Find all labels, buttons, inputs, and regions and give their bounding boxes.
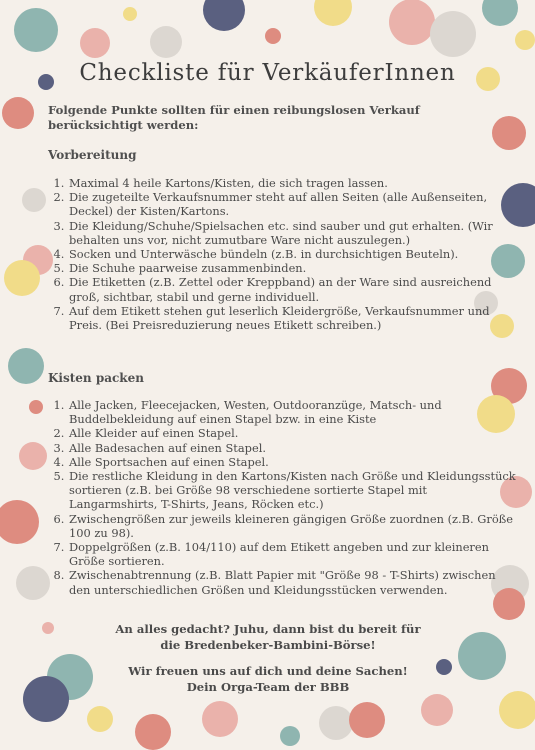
list-item: 4. Alle Sportsachen auf einen Stapel.	[68, 455, 518, 469]
closing-line: die Bredenbeker-Bambini-Börse!	[160, 637, 376, 652]
list-item: 2. Die zugeteilte Verkaufsnummer steht auf allen Seiten (alle Außenseiten, Deckel) der Kisten/Kartons.	[68, 190, 518, 218]
closing-line: Wir freuen uns auf dich und deine Sachen!	[128, 664, 408, 678]
list-item: 5. Die Schuhe paarweise zusammenbinden.	[68, 261, 518, 275]
signature-block	[48, 664, 488, 695]
page-title: Checkliste für VerkäuferInnen	[79, 60, 456, 86]
list-item: 6. Zwischengrößen zur jeweils kleineren gängigen Größe zuordnen (z.B. Größe 100 zu 98).	[68, 512, 518, 540]
list-item: 5. Die restliche Kleidung in den Kartons/Kisten nach Größe und Kleidungsstück sortieren (z.B. bei Größe 98 verschiedene sortierte Stapel mit Langarmshirts, T-Shirts, Jeans, Röcken etc.)	[68, 469, 518, 512]
list-item: 3. Alle Badesachen auf einen Stapel.	[68, 441, 518, 455]
list-item: 7. Auf dem Etikett stehen gut leserlich Kleidergröße, Verkaufsnummer und Preis. (Bei Preisreduzierung neues Etikett schreiben.)	[68, 304, 518, 332]
closing-message	[48, 622, 488, 653]
section-heading-kisten-packen: Kisten packen	[48, 371, 144, 385]
list-vorbereitung	[48, 176, 518, 332]
list-item: 4. Socken und Unterwäsche bündeln (z.B. in durchsichtigen Beuteln).	[68, 247, 518, 261]
list-item: 8. Zwischenabtrennung (z.B. Blatt Papier mit "Größe 98 - T-Shirts) zwischen den unterschiedlichen Größen und Kleidungsstücken verwenden.	[68, 568, 518, 596]
closing-line: An alles gedacht? Juhu, dann bist du bereit für	[115, 622, 421, 636]
list-item: 3. Die Kleidung/Schuhe/Spielsachen etc. sind sauber und gut erhalten. (Wir behalten uns vor, nicht zumutbare Ware nicht auszulegen.)	[68, 219, 518, 247]
list-kisten-packen	[48, 398, 518, 597]
list-item: 2. Alle Kleider auf einen Stapel.	[68, 426, 518, 440]
intro-text: Folgende Punkte sollten für einen reibungslosen Verkauf berücksichtigt werden:	[48, 103, 420, 132]
list-item: 7. Doppelgrößen (z.B. 104/110) auf dem Etikett angeben und zur kleineren Größe sortieren.	[68, 540, 518, 568]
list-item: 6. Die Etiketten (z.B. Zettel oder Kreppband) an der Ware sind ausreichend groß, sichtbar, stabil und gerne individuell.	[68, 275, 518, 303]
list-item: 1. Maximal 4 heile Kartons/Kisten, die sich tragen lassen.	[68, 176, 518, 190]
list-item: 1. Alle Jacken, Fleecejacken, Westen, Outdooranzüge, Matsch- und Buddelbekleidung auf einen Stapel bzw. in eine Kiste	[68, 398, 518, 426]
section-heading-vorbereitung: Vorbereitung	[48, 148, 137, 162]
closing-line: Dein Orga-Team der BBB	[186, 679, 350, 694]
